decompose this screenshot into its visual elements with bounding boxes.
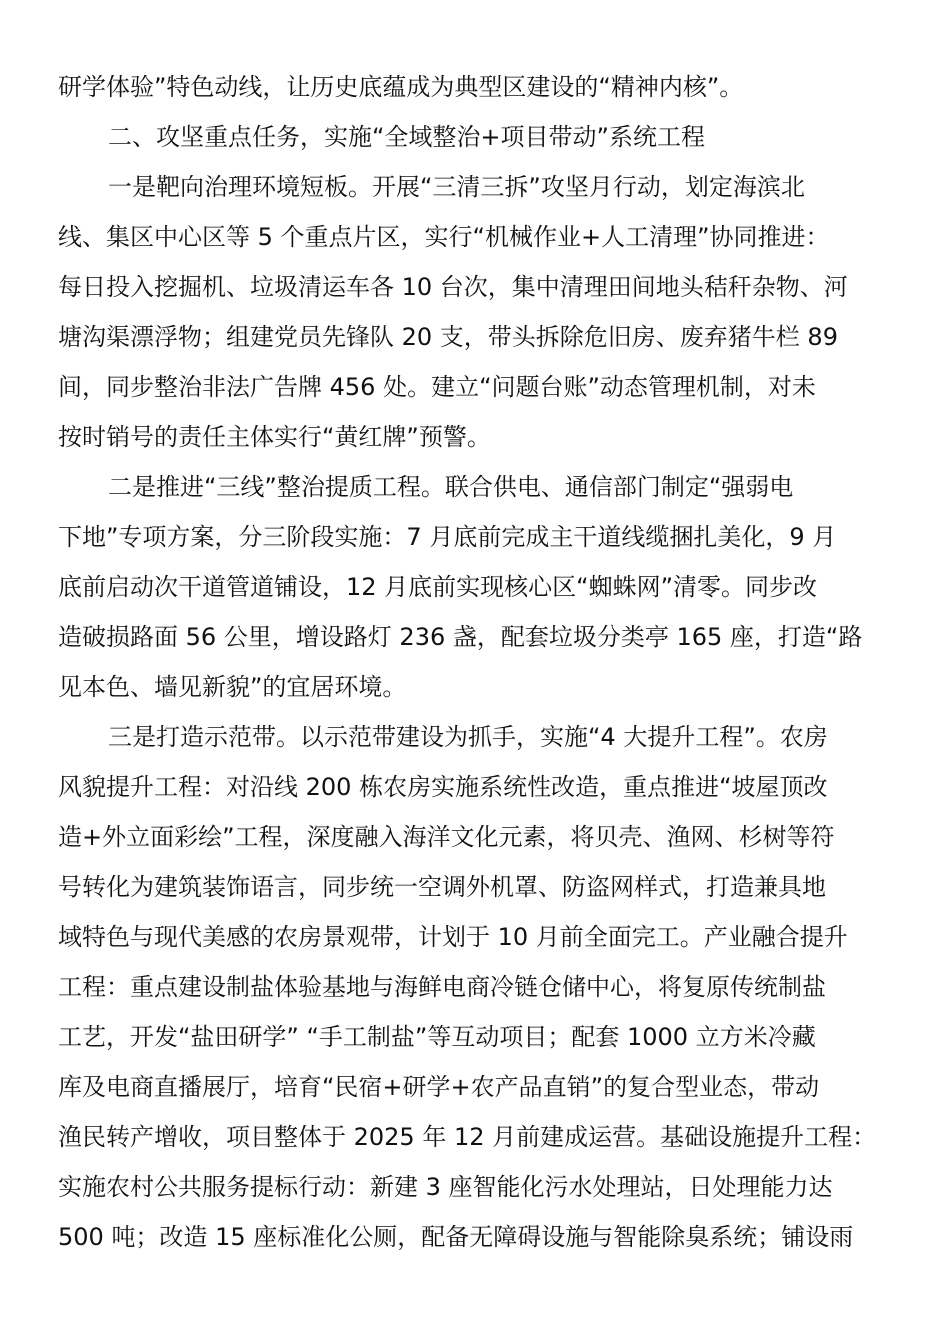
text-line: 域特色与现代美感的农房景观带，计划于 10 月前全面完工。产业融合提升 bbox=[58, 923, 848, 951]
text-line: 500 吨；改造 15 座标准化公厕，配备无障碍设施与智能除臭系统；铺设雨 bbox=[58, 1223, 854, 1251]
text-line: 三是打造示范带。以示范带建设为抓手，实施“4 大提升工程”。农房 bbox=[108, 723, 828, 751]
text-line: 工程：重点建设制盐体验基地与海鲜电商冷链仓储中心，将复原传统制盐 bbox=[58, 973, 826, 1001]
text-line: 底前启动次干道管道铺设，12 月底前实现核心区“蜘蛛网”清零。同步改 bbox=[58, 573, 818, 601]
text-line: 风貌提升工程：对沿线 200 栋农房实施系统性改造，重点推进“坡屋顶改 bbox=[58, 773, 828, 801]
text-line: 造破损路面 56 公里，增设路灯 236 盏，配套垃圾分类亭 165 座，打造“路 bbox=[58, 623, 863, 651]
text-line: 塘沟渠漂浮物；组建党员先锋队 20 支，带头拆除危旧房、废弃猪牛栏 89 bbox=[58, 323, 838, 351]
text-line: 研学体验”特色动线，让历史底蕴成为典型区建设的“精神内核”。 bbox=[58, 73, 744, 101]
text-line: 按时销号的责任主体实行“黄红牌”预警。 bbox=[58, 423, 491, 451]
text-line: 渔民转产增收，项目整体于 2025 年 12 月前建成运营。基础设施提升工程： bbox=[58, 1123, 877, 1151]
section-heading: 二、攻坚重点任务，实施“全域整治+项目带动”系统工程 bbox=[108, 123, 705, 151]
text-line: 实施农村公共服务提标行动：新建 3 座智能化污水处理站，日处理能力达 bbox=[58, 1173, 833, 1201]
text-line: 二是推进“三线”整治提质工程。联合供电、通信部门制定“强弱电 bbox=[108, 473, 794, 501]
text-line: 线、集区中心区等 5 个重点片区，实行“机械作业+人工清理”协同推进： bbox=[58, 223, 830, 251]
text-line: 见本色、墙见新貌”的宜居环境。 bbox=[58, 673, 407, 701]
text-line: 每日投入挖掘机、垃圾清运车各 10 台次，集中清理田间地头秸秆杂物、河 bbox=[58, 273, 848, 301]
text-line: 间，同步整治非法广告牌 456 处。建立“问题台账”动态管理机制，对未 bbox=[58, 373, 816, 401]
text-line: 库及电商直播展厅，培育“民宿+研学+农产品直销”的复合型业态，带动 bbox=[58, 1073, 820, 1101]
text-line: 造+外立面彩绘”工程，深度融入海洋文化元素，将贝壳、渔网、杉树等符 bbox=[58, 823, 835, 851]
text-line: 一是靶向治理环境短板。开展“三清三拆”攻坚月行动，划定海滨北 bbox=[108, 173, 805, 201]
text-line: 下地”专项方案，分三阶段实施：7 月底前完成主干道线缆捆扎美化，9 月 bbox=[58, 523, 837, 551]
text-line: 号转化为建筑装饰语言，同步统一空调外机罩、防盗网样式，打造兼具地 bbox=[58, 873, 826, 901]
text-line: 工艺，开发“盐田研学” “手工制盐”等互动项目；配套 1000 立方米冷藏 bbox=[58, 1023, 816, 1051]
